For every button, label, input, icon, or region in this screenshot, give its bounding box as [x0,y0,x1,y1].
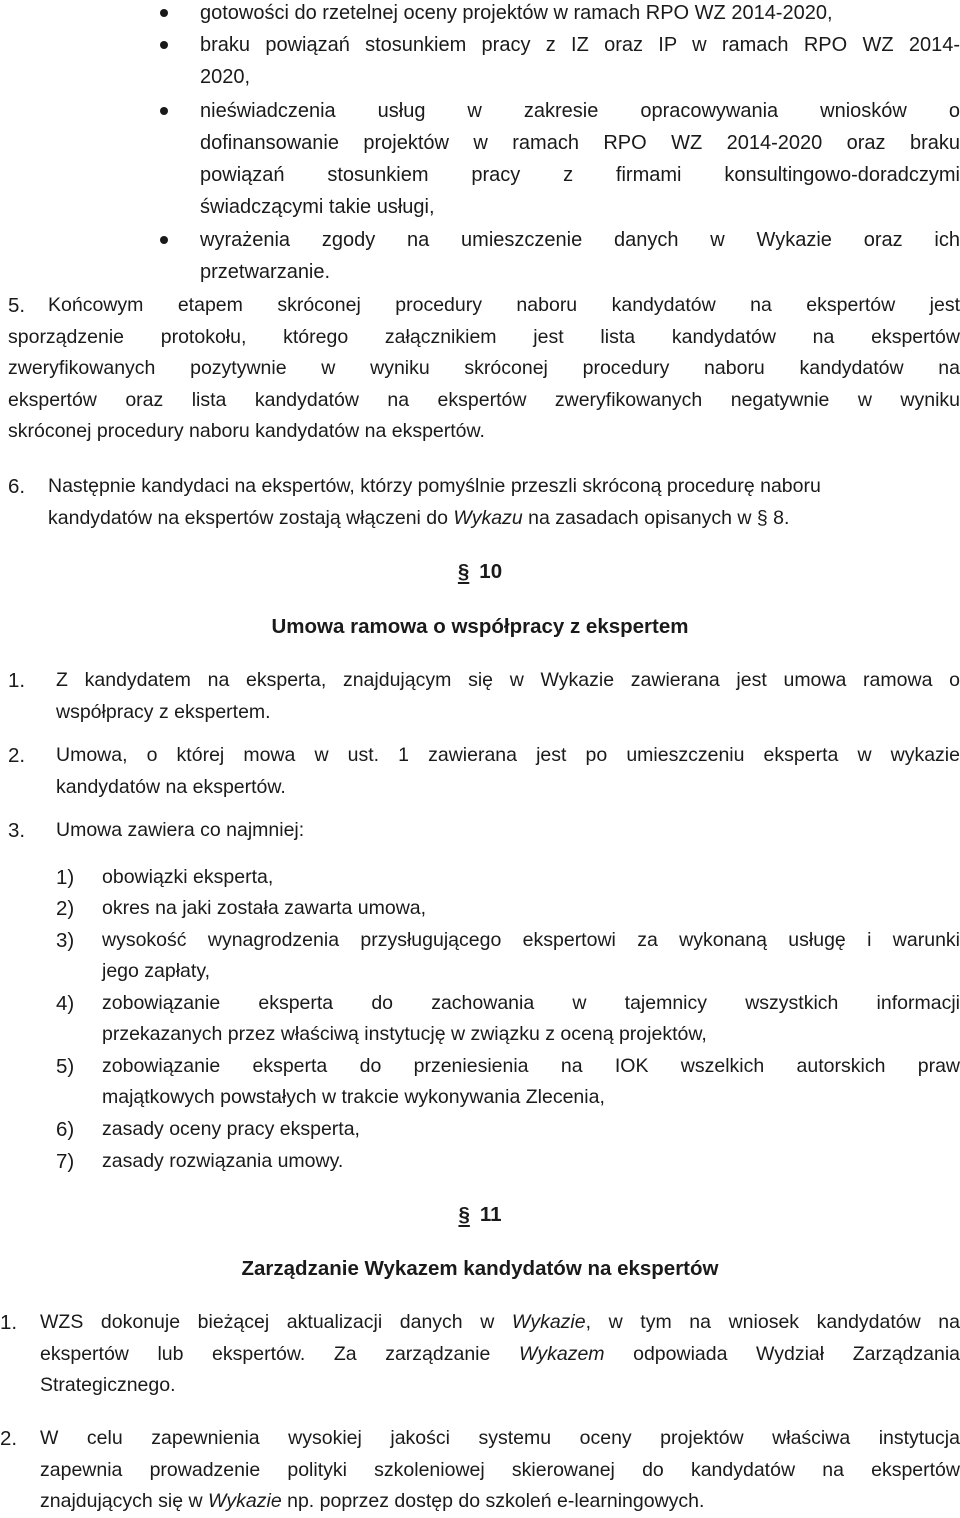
bullet-text: braku powiązań stosunkiem pracy z IZ oraz IP w ramach RPO WZ 2014- [200,34,960,56]
subitem-text: wysokość wynagrodzenia przysługującego ekspertowi za wykonaną usługę i warunki [102,929,960,951]
wykaz-term: Wykazu [453,507,523,529]
paragraph-text: Następnie kandydaci na ekspertów, którzy pomyślnie przeszli skróconą procedurę naboru [48,475,821,497]
section-title: Umowa ramowa o współpracy z ekspertem [271,615,689,638]
item-text [40,1492,704,1512]
subitem-text: zobowiązanie eksperta do przeniesienia na IOK wszelkich autorskich praw [102,1055,960,1077]
item-number: 2. [8,744,26,767]
section-num: 11 [479,1203,502,1226]
subitem-text: obowiązki eksperta, [102,866,274,888]
subitem-number: 7) [56,1150,75,1173]
paragraph-text: Końcowym etapem skróconej procedury naboru kandydatów na ekspertów jest [48,294,960,316]
text-run: WZS dokonuje bieżącej aktualizacji danych w [40,1311,512,1333]
wykaz-term: Wykazie [208,1490,282,1512]
subitem-text: majątkowych powstałych w trakcie wykonywania Zlecenia, [102,1086,605,1108]
bullet-text: dofinansowanie projektów w ramach RPO WZ 2014-2020 oraz braku [200,132,960,154]
bullet-marker [160,107,168,115]
section-number [0,1205,960,1226]
item-text: Z kandydatem na eksperta, znajdującym się w Wykazie zawierana jest umowa ramowa o [56,669,960,691]
subitem-text: okres na jaki została zawarta umowa, [102,897,427,919]
subitem-number: 4) [56,992,75,1015]
subitem-text: przekazanych przez właściwą instytucję w związku z oceną projektów, [102,1023,707,1045]
bullet-marker [160,236,168,244]
item-text: W celu zapewnienia wysokiej jakości systemu oceny projektów właściwa instytucja [40,1427,960,1449]
bullet-text: przetwarzanie. [200,261,331,283]
subitem-text: zasady oceny pracy eksperta, [102,1118,360,1140]
item-text: Strategicznego. [40,1374,176,1396]
item-number: 1. [8,669,26,692]
item-number: 2. [0,1427,18,1450]
text-run: na zasadach opisanych w § 8. [522,507,790,529]
section-sign: § [457,560,470,583]
subitem-number: 1) [56,866,75,889]
text-run: np. poprzez dostęp do szkoleń e-learningowych. [281,1490,705,1512]
item-text [40,1313,960,1333]
item-number: 3. [8,819,26,842]
bullet-text: 2020, [200,66,251,88]
paragraph-text: sporządzenie protokołu, którego załącznikiem jest lista kandydatów na ekspertów [8,326,960,348]
item-text [40,1345,960,1365]
item-text: kandydatów na ekspertów. [56,776,286,798]
paragraph-text: zweryfikowanych pozytywnie w wyniku skróconej procedury naboru kandydatów na [8,357,960,379]
subitem-text: jego zapłaty, [102,960,211,982]
item-text: Umowa, o której mowa w ust. 1 zawierana jest po umieszczeniu eksperta w wykazie [56,744,960,766]
section-title: Zarządzanie Wykazem kandydatów na ekspertów [241,1257,719,1280]
text-run: znajdujących się w [40,1490,208,1512]
text-run: ekspertów lub ekspertów. Za zarządzanie [40,1343,519,1365]
item-text: Umowa zawiera co najmniej: [56,819,305,841]
wykaz-term: Wykazem [518,1343,605,1365]
paragraph-text: skróconej procedury naboru kandydatów na ekspertów. [8,420,485,442]
subitem-text: zasady rozwiązania umowy. [102,1150,344,1172]
text-run: kandydatów na ekspertów zostają włączeni do [48,507,454,529]
subitem-number: 5) [56,1055,75,1078]
wykaz-term: Wykazie [511,1311,586,1333]
text-run: , w tym na wniosek kandydatów na [585,1311,960,1333]
section-number [0,562,960,583]
bullet-text: świadczącymi takie usługi, [200,196,435,218]
bullet-marker [160,9,168,17]
bullet-text: nieświadczenia usług w zakresie opracowywania wniosków o [200,100,960,122]
item-number: 1. [0,1311,18,1334]
section-num: 10 [479,560,503,583]
item-text: współpracy z ekspertem. [56,701,271,723]
paragraph-text: ekspertów oraz lista kandydatów na ekspertów zweryfikowanych negatywnie w wyniku [8,389,960,411]
text-run: odpowiada Wydział Zarządzania [604,1343,960,1365]
paragraph-number: 6. [8,475,26,498]
subitem-number: 6) [56,1118,75,1141]
bullet-marker [160,41,168,49]
paragraph-text [48,509,789,529]
subitem-number: 2) [56,897,75,920]
bullet-text: powiązań stosunkiem pracy z firmami konsultingowo-doradczymi [200,164,960,186]
bullet-text: wyrażenia zgody na umieszczenie danych w Wykazie oraz ich [200,229,960,251]
subitem-text: zobowiązanie eksperta do zachowania w tajemnicy wszystkich informacji [102,992,960,1014]
subitem-number: 3) [56,929,75,952]
bullet-text: gotowości do rzetelnej oceny projektów w ramach RPO WZ 2014-2020, [200,2,833,24]
item-text: zapewnia prowadzenie polityki szkoleniowej skierowanej do kandydatów na ekspertów [40,1459,960,1481]
section-sign: § [458,1203,470,1226]
paragraph-number: 5. [8,294,26,317]
